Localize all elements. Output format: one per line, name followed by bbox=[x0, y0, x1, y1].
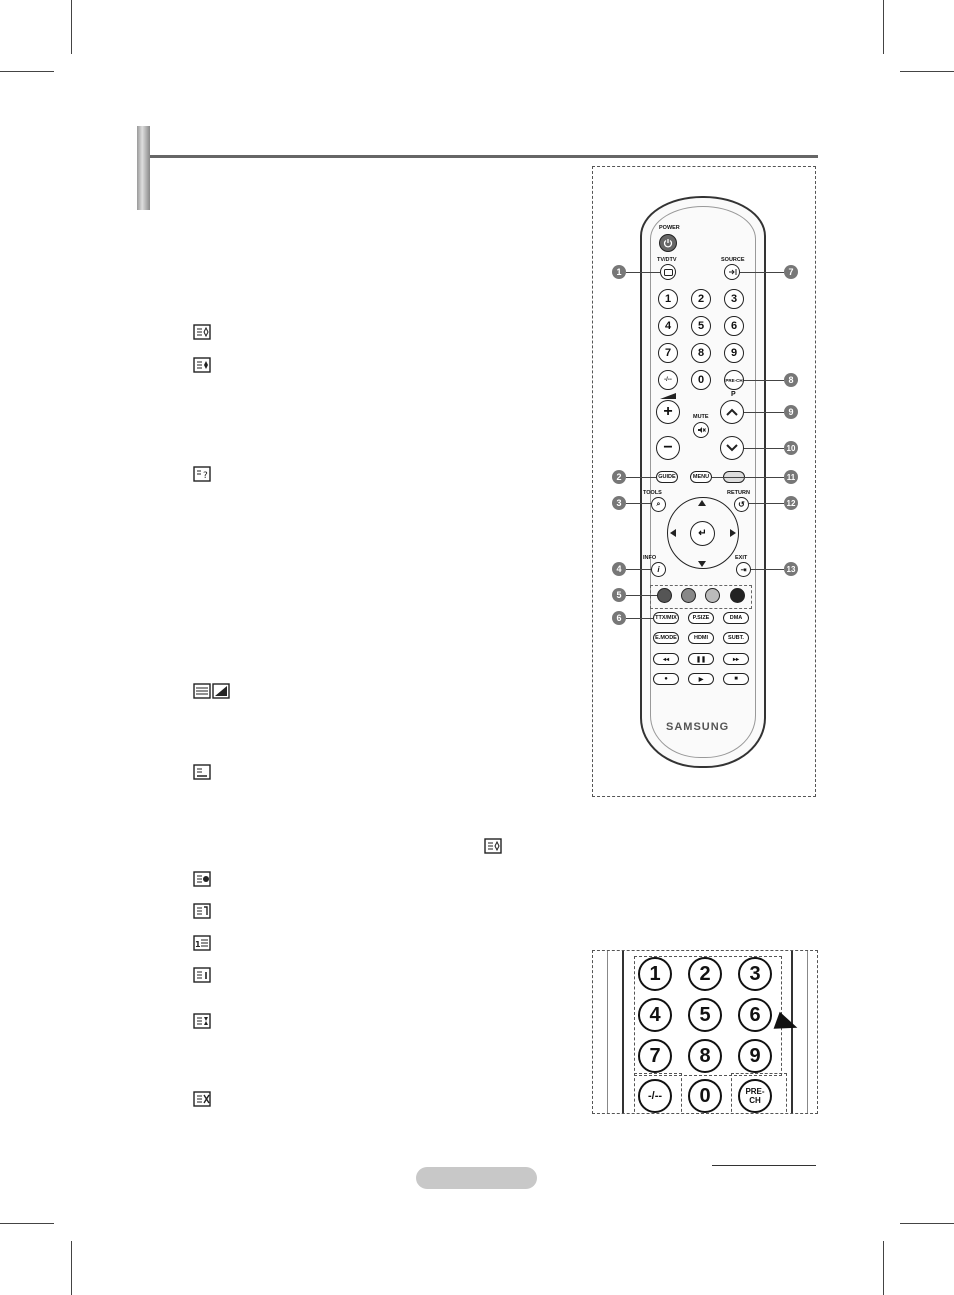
callout-3: 3 bbox=[612, 496, 626, 510]
teletext-hold-icon bbox=[193, 357, 211, 373]
svg-text:?: ? bbox=[203, 471, 208, 481]
yellow-key[interactable] bbox=[705, 588, 720, 603]
callout-7: 7 bbox=[784, 265, 798, 279]
brand-logo: SAMSUNG bbox=[666, 721, 730, 733]
ttx-mix-button[interactable]: TTX/MIX bbox=[653, 612, 679, 624]
crop-mark bbox=[0, 1223, 54, 1224]
hdmi-button[interactable]: HDMI bbox=[688, 632, 714, 644]
remote-key-6[interactable]: 6 bbox=[724, 316, 744, 336]
zoom-key-7[interactable]: 7 bbox=[638, 1039, 672, 1073]
callout-leader bbox=[626, 595, 657, 596]
callout-leader bbox=[744, 380, 784, 381]
return-button[interactable]: ↺ bbox=[734, 497, 749, 512]
remote-key-5[interactable]: 5 bbox=[691, 316, 711, 336]
continued-rule bbox=[712, 1165, 816, 1166]
callout-10: 10 bbox=[784, 441, 798, 455]
volume-up-button[interactable]: + bbox=[656, 400, 680, 424]
callout-leader bbox=[749, 503, 784, 504]
power-icon bbox=[663, 238, 673, 248]
teletext-mode-icon bbox=[193, 871, 211, 887]
arrow-left-icon[interactable] bbox=[670, 529, 676, 537]
zoom-key-prech[interactable]: PRE-CH bbox=[738, 1079, 772, 1113]
zoom-key-8[interactable]: 8 bbox=[688, 1039, 722, 1073]
remote-key-prech[interactable]: PRE-CH bbox=[724, 370, 744, 390]
teletext-display-icon bbox=[193, 324, 211, 340]
teletext-display-icon bbox=[484, 838, 502, 854]
chevron-down-icon bbox=[726, 444, 738, 452]
crop-mark bbox=[71, 0, 72, 54]
crop-mark bbox=[900, 1223, 954, 1224]
zoom-key-2[interactable]: 2 bbox=[688, 957, 722, 991]
teletext-page-up-icon bbox=[193, 1013, 211, 1029]
remote-key-1[interactable]: 1 bbox=[658, 289, 678, 309]
callout-leader bbox=[626, 618, 653, 619]
page-number-pill bbox=[416, 1167, 537, 1189]
source-button[interactable] bbox=[724, 264, 740, 280]
callout-8: 8 bbox=[784, 373, 798, 387]
crop-mark bbox=[0, 71, 54, 72]
blue-key[interactable] bbox=[730, 588, 745, 603]
volume-down-button[interactable]: − bbox=[656, 436, 680, 460]
callout-leader bbox=[712, 477, 784, 478]
teletext-reveal-icon bbox=[193, 466, 211, 482]
callout-12: 12 bbox=[784, 496, 798, 510]
play-button[interactable]: ▶ bbox=[688, 673, 714, 685]
callout-leader bbox=[744, 448, 784, 449]
channel-up-button[interactable] bbox=[720, 400, 744, 424]
emode-button[interactable]: E.MODE bbox=[653, 632, 679, 644]
callout-11: 11 bbox=[784, 470, 798, 484]
svg-text:1: 1 bbox=[195, 940, 201, 949]
zoom-key-5[interactable]: 5 bbox=[688, 998, 722, 1032]
zoom-key-dash[interactable]: -/-- bbox=[638, 1079, 672, 1113]
callout-leader bbox=[751, 569, 784, 570]
channel-label: P bbox=[731, 391, 736, 398]
teletext-size-icon bbox=[193, 764, 211, 780]
info-label: INFO bbox=[643, 555, 657, 561]
callout-leader bbox=[626, 569, 651, 570]
green-key[interactable] bbox=[681, 588, 696, 603]
title-rule bbox=[150, 155, 818, 158]
record-button[interactable]: ● bbox=[653, 673, 679, 685]
tools-label: TOOLS bbox=[643, 490, 662, 496]
callout-2: 2 bbox=[612, 470, 626, 484]
tools-button[interactable]: ⌕ bbox=[651, 497, 666, 512]
source-icon bbox=[728, 268, 737, 276]
teletext-index-icon bbox=[193, 903, 211, 919]
remote-key-7[interactable]: 7 bbox=[658, 343, 678, 363]
guide-button[interactable]: GUIDE bbox=[656, 471, 678, 483]
fastforward-button[interactable]: ▸▸ bbox=[723, 653, 749, 665]
rewind-button[interactable]: ◂◂ bbox=[653, 653, 679, 665]
mute-icon bbox=[697, 426, 706, 434]
remote-key-9[interactable]: 9 bbox=[724, 343, 744, 363]
callout-5: 5 bbox=[612, 588, 626, 602]
power-label: POWER bbox=[659, 225, 680, 231]
crop-mark bbox=[883, 0, 884, 54]
zoom-key-6[interactable]: 6 bbox=[738, 998, 772, 1032]
callout-leader bbox=[626, 503, 651, 504]
remote-edge-left bbox=[607, 951, 624, 1114]
chevron-up-icon bbox=[726, 408, 738, 416]
callout-leader bbox=[744, 412, 784, 413]
number-keys-zoom-panel bbox=[592, 950, 818, 1114]
crop-mark bbox=[900, 71, 954, 72]
tvdtv-label: TV/DTV bbox=[657, 257, 677, 263]
pause-button[interactable]: ❚❚ bbox=[688, 653, 714, 665]
zoom-key-4[interactable]: 4 bbox=[638, 998, 672, 1032]
crop-mark bbox=[883, 1241, 884, 1295]
arrow-down-icon[interactable] bbox=[698, 561, 706, 567]
stop-button[interactable]: ■ bbox=[723, 673, 749, 685]
remote-key-dash[interactable]: -/-- bbox=[658, 370, 678, 390]
callout-4: 4 bbox=[612, 562, 626, 576]
exit-label: EXIT bbox=[735, 555, 748, 561]
teletext-cancel-icon bbox=[193, 1091, 211, 1107]
menu-button[interactable]: MENU bbox=[690, 471, 712, 483]
crop-mark bbox=[71, 1241, 72, 1295]
remote-key-8[interactable]: 8 bbox=[691, 343, 711, 363]
teletext-store-icon bbox=[193, 967, 211, 983]
title-accent-bar bbox=[137, 126, 150, 210]
tvdtv-button[interactable] bbox=[660, 264, 676, 280]
subt-button[interactable]: SUBT. bbox=[723, 632, 749, 644]
enter-button[interactable]: ↵ bbox=[690, 521, 715, 546]
exit-button[interactable]: ⇥ bbox=[736, 562, 751, 577]
callout-leader bbox=[626, 477, 656, 478]
info-button[interactable]: i bbox=[651, 562, 666, 577]
psize-button[interactable]: P.SIZE bbox=[688, 612, 714, 624]
zoom-key-0[interactable]: 0 bbox=[688, 1079, 722, 1113]
red-key[interactable] bbox=[657, 588, 672, 603]
channel-down-button[interactable] bbox=[720, 436, 744, 460]
zoom-key-9[interactable]: 9 bbox=[738, 1039, 772, 1073]
callout-9: 9 bbox=[784, 405, 798, 419]
callout-leader bbox=[740, 272, 784, 273]
teletext-subpage-icon bbox=[193, 935, 211, 951]
return-label: RETURN bbox=[727, 490, 750, 496]
remote-key-2[interactable]: 2 bbox=[691, 289, 711, 309]
remote-key-3[interactable]: 3 bbox=[724, 289, 744, 309]
arrow-right-icon[interactable] bbox=[730, 529, 736, 537]
callout-leader bbox=[626, 272, 660, 273]
mute-button[interactable] bbox=[693, 422, 709, 438]
callout-1: 1 bbox=[612, 265, 626, 279]
mute-label: MUTE bbox=[693, 414, 709, 420]
dma-button[interactable]: DMA bbox=[723, 612, 749, 624]
zoom-key-1[interactable]: 1 bbox=[638, 957, 672, 991]
teletext-mix-icon bbox=[193, 683, 231, 699]
callout-13: 13 bbox=[784, 562, 798, 576]
volume-icon bbox=[660, 393, 676, 399]
zoom-key-3[interactable]: 3 bbox=[738, 957, 772, 991]
remote-key-4[interactable]: 4 bbox=[658, 316, 678, 336]
arrow-up-icon[interactable] bbox=[698, 500, 706, 506]
power-button[interactable] bbox=[659, 234, 677, 252]
tv-icon bbox=[664, 269, 673, 276]
source-label: SOURCE bbox=[721, 257, 745, 263]
remote-key-0[interactable]: 0 bbox=[691, 370, 711, 390]
callout-6: 6 bbox=[612, 611, 626, 625]
